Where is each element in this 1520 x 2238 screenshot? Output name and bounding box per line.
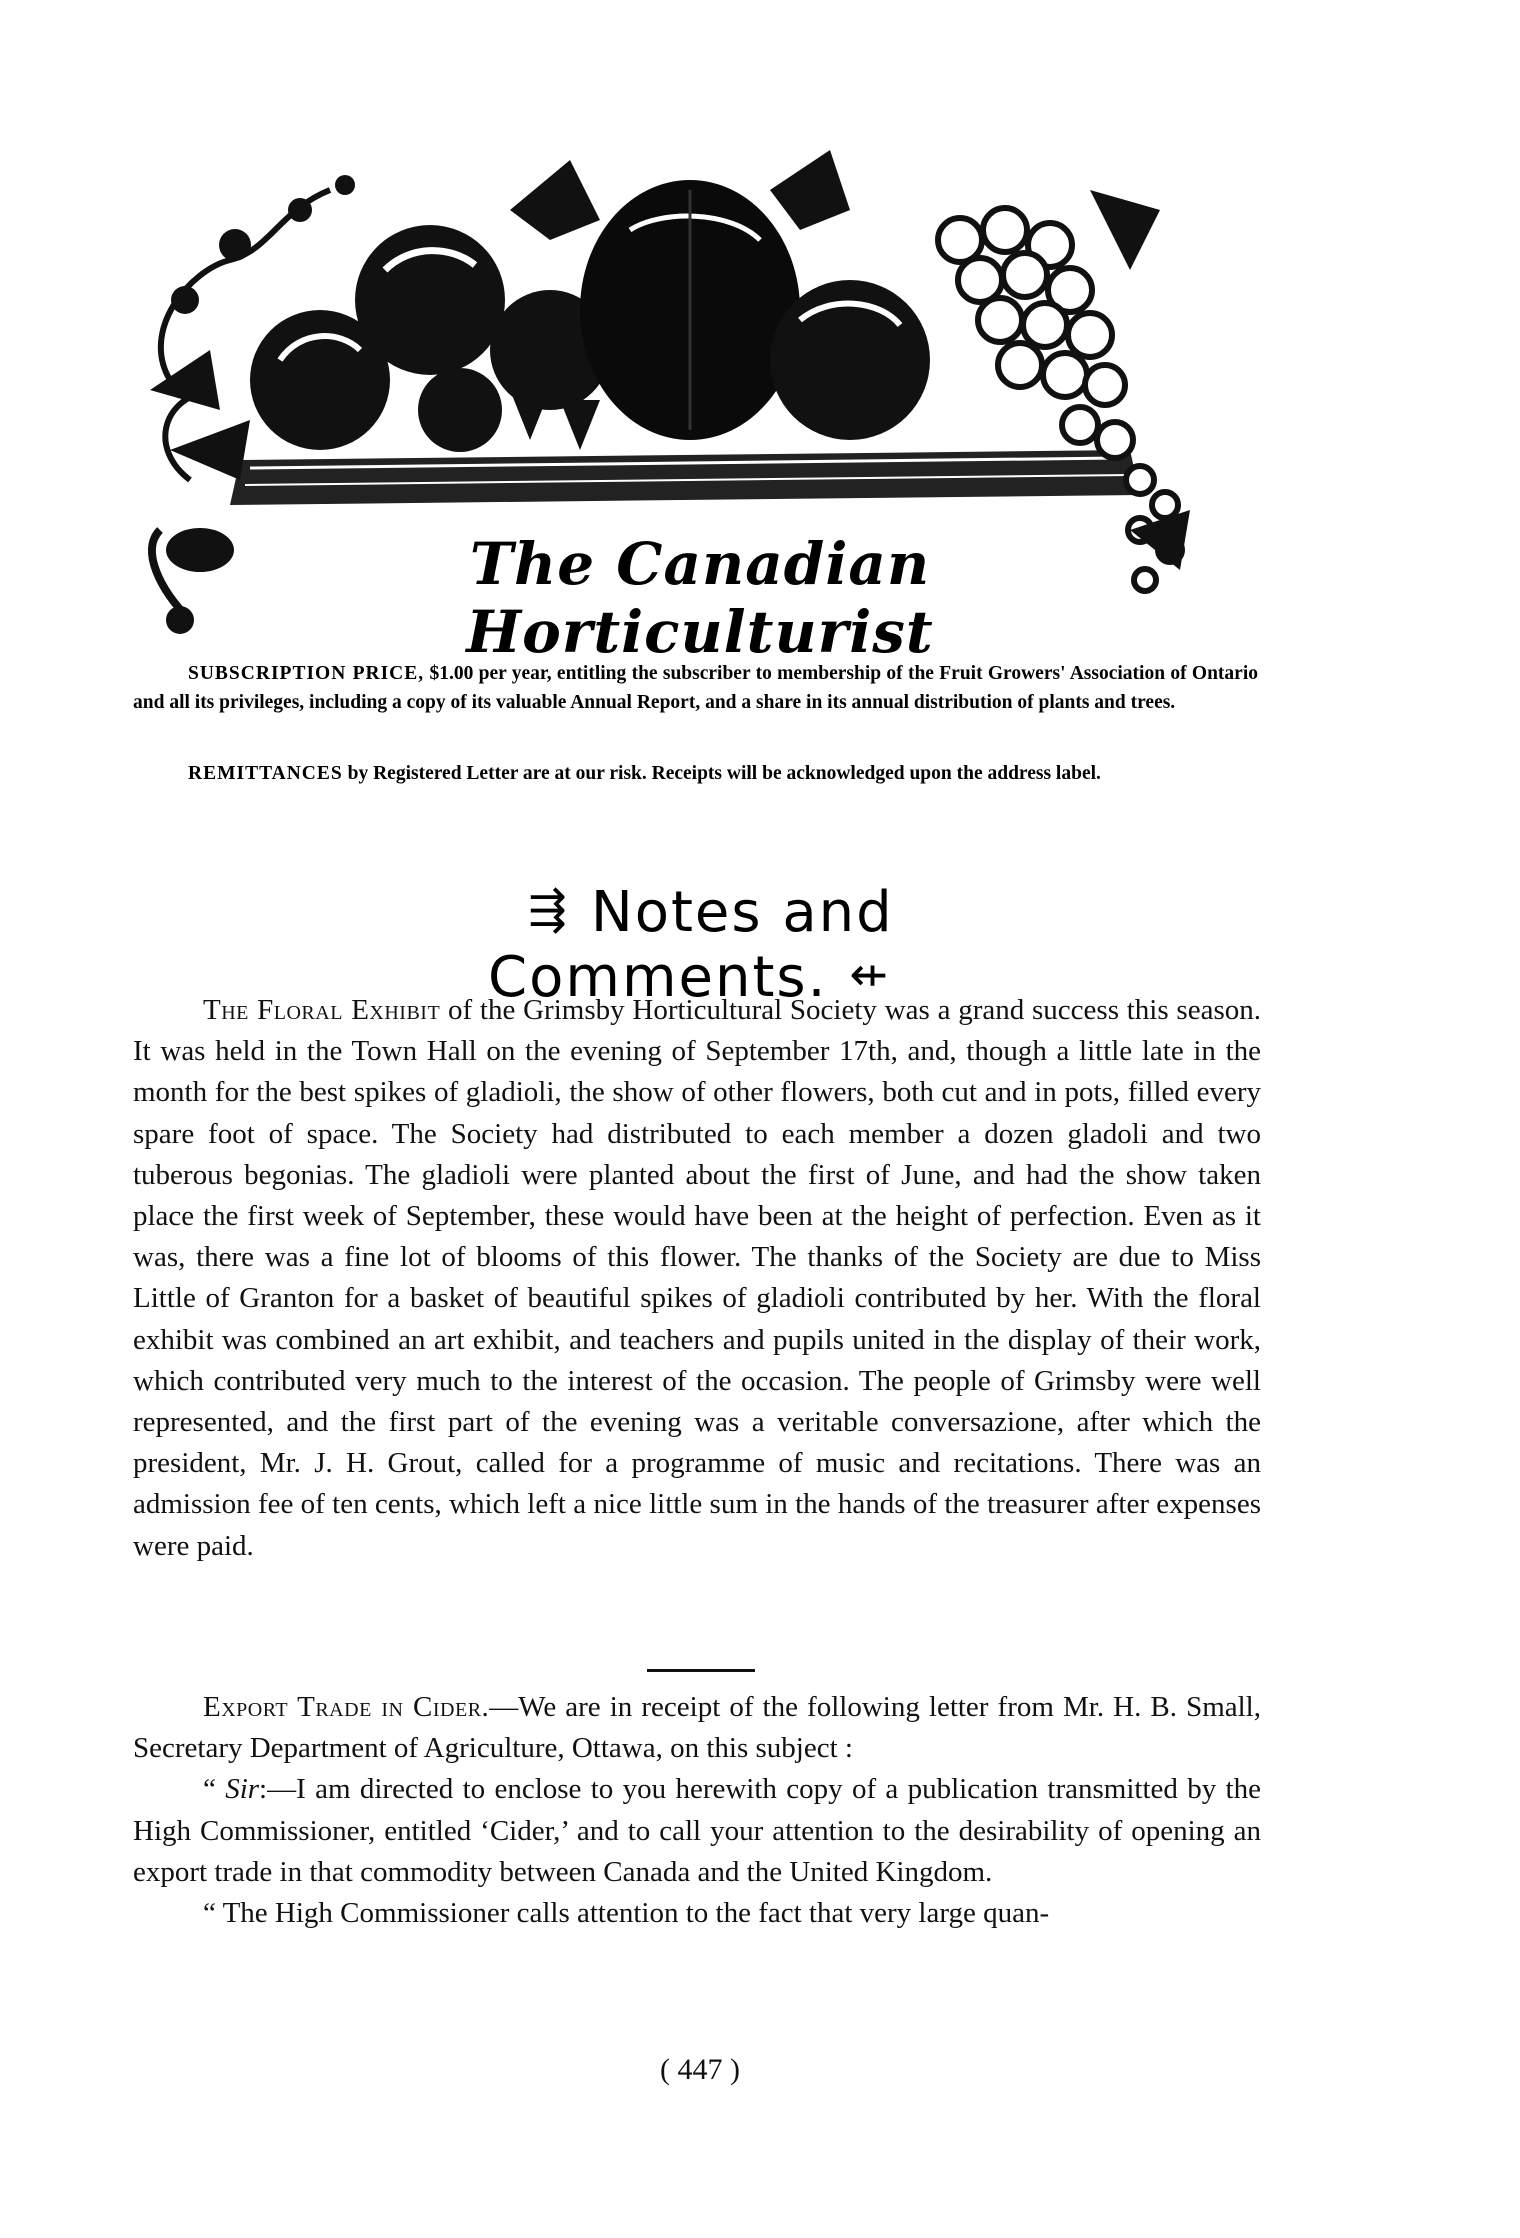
subscription-text: $1.00 per year, entitling the subscriber to membership of the Fruit Growers' Association of Ontario and all its privileges, including a copy of its valuable Annual Report, and a share in its annual distribution of plants and trees. — [133, 663, 1258, 713]
masthead — [130, 150, 1230, 666]
subscription-lead: SUBSCRIPTION PRICE, — [188, 663, 425, 684]
letter-text: :—I am directed to enclose to you herewith copy of a publication transmitted by the High Commissioner, entitled ‘Cider,’ and to call your attention to the desirability of opening an export trade in that commodity between Canada and the United Kingdom. — [133, 1773, 1261, 1888]
section-divider — [647, 1669, 755, 1672]
letter-text-continued: “ The High Commissioner calls attention to the fact that very large quan- — [203, 1897, 1050, 1930]
right-ornament-icon: ⇷ — [849, 947, 890, 1001]
page-number: ( 447 ) — [660, 2053, 740, 2086]
remittances-notice — [133, 759, 1258, 788]
subscription-notice — [133, 659, 1258, 717]
article-floral-text: of the Grimsby Horticultural Society was a grand success this season. It was held in the Town Hall on the evening of September 17th, and, though a little late in the month for the best spikes of gladioli, the show of other flowers, both cut and in pots, filled every spare foot of space. The Society had distributed to each member a dozen gladoli and two tuberous begonias. The gladioli were planted about the first of June, and had the show taken place the first week of September, these would have been at the height of perfection. Even as it was, there was a fine lot of blooms of this flower. The thanks of the Society are due to Miss Little of Granton for a basket of beautiful spikes of gladioli contributed by her. With the floral exhibit was combined an art exhibit, and teachers and pupils united in the display of their work, which contributed very much to the interest of the occasion. The people of Grimsby were well represented, and the first part of the evening was a veritable conversazione, after which the president, Mr. J. H. Grout, called for a programme of music and recitations. There was an admission fee of ten cents, which left a nice little sum in the hands of the treasurer after expenses were paid. — [133, 994, 1261, 1562]
article-floral-exhibit — [133, 990, 1261, 1567]
article-export-cider: Export Trade in Cider.—We are in receipt of the following letter from Mr. H. B. Small, Secretary Department of Agriculture, Ottawa, on this subject : “ Sir:—I am directed to enclose to you herewith copy of a publication transmitted by the High Commissioner, entitled ‘Cider,’ and to call your attention to the desirability of opening an export trade in that commodity between Canada and the United Kingdom. “ The High Commissioner calls attention to the fact that very large quan- — [133, 1691, 1261, 1930]
letter-salutation: Sir — [225, 1773, 260, 1806]
article-floral-lead: The Floral Exhibit — [203, 994, 441, 1026]
remittances-text: by Registered Letter are at our risk. Receipts will be acknowledged upon the address label. — [347, 763, 1101, 784]
remittances-lead: REMITTANCES — [188, 763, 343, 784]
masthead-title: The Canadian Horticulturist — [466, 530, 934, 666]
left-ornament-icon: ⇶ — [528, 882, 569, 936]
article-cider-text: —We are in receipt of the following letter from Mr. H. B. Small, Secretary Department of Agriculture, Ottawa, on this subject : — [133, 1691, 1261, 1765]
section-title: Notes and Comments. — [488, 880, 894, 1010]
article-cider-lead: Export Trade in Cider. — [203, 1691, 490, 1723]
